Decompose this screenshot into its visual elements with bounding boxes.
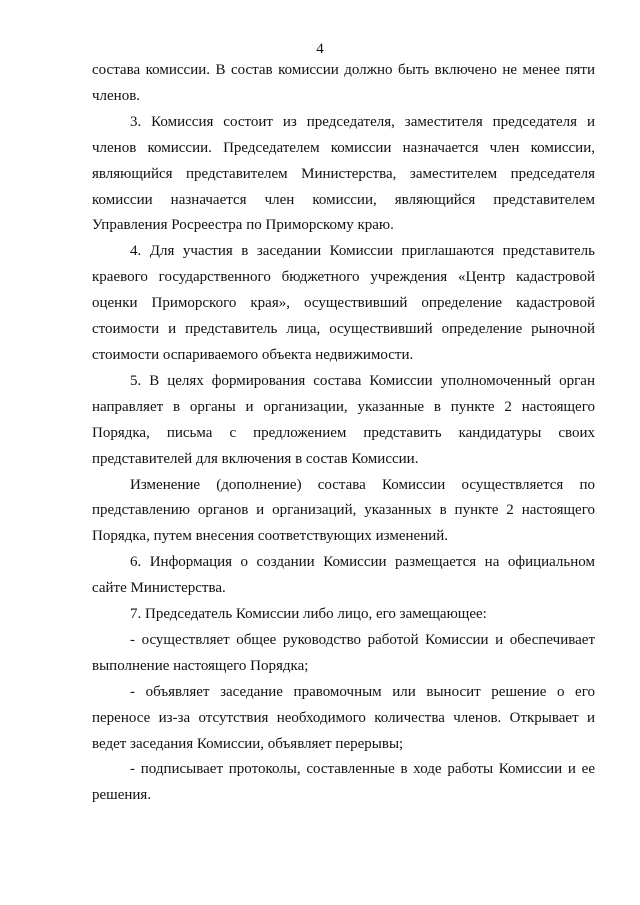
paragraph-item-4: 4. Для участия в заседании Комиссии приглашаются представитель краевого государственного бюджетного учреждения «Центр кадастровой оценки Приморского края», осуществивший определение кадастровой стоимости и представитель лица, осуществивший определение рыночной стоимости оспариваемого объекта недвижимости. xyxy=(92,243,595,363)
paragraph-item-6: 6. Информация о создании Комиссии размещается на официальном сайте Министерства. xyxy=(92,554,595,597)
paragraph-item-3: 3. Комиссия состоит из председателя, заместителя председателя и членов комиссии. Председателем комиссии назначается член комиссии, являющийся представителем Министерства, заместителем председателя комиссии назначается член комиссии, являющийся представителем Управления Росреестра по Приморскому краю. xyxy=(92,113,595,234)
page-number: 4 xyxy=(316,41,324,57)
paragraph-item-7: 7. Председатель Комиссии либо лицо, его замещающее: xyxy=(130,606,487,623)
document-body xyxy=(92,58,595,809)
paragraph-item-5-amendment: Изменение (дополнение) состава Комиссии осуществляется по представлению органов и организаций, указанных в пункте 2 настоящего Порядка, путем внесения соответствующих изменений. xyxy=(92,476,595,545)
paragraph-item-5: 5. В целях формирования состава Комиссии уполномоченный орган направляет в органы и организации, указанные в пункте 2 настоящего Порядка, письма с предложением представить кандидатуры своих представителей для включения в состав Комиссии. xyxy=(92,372,595,467)
paragraph-item-7-duty-2: - объявляет заседание правомочным или выносит решение о его переносе из-за отсутствия необходимого количества членов. Открывает и ведет заседания Комиссии, объявляет перерывы; xyxy=(92,683,595,752)
paragraph-item-7-duty-1: - осуществляет общее руководство работой Комиссии и обеспечивает выполнение настоящего Порядка; xyxy=(92,631,595,674)
paragraph-continuation: состава комиссии. В состав комиссии должно быть включено не менее пяти членов. xyxy=(92,62,595,104)
paragraph-item-7-duty-3: - подписывает протоколы, составленные в ходе работы Комиссии и ее решения. xyxy=(92,761,595,804)
